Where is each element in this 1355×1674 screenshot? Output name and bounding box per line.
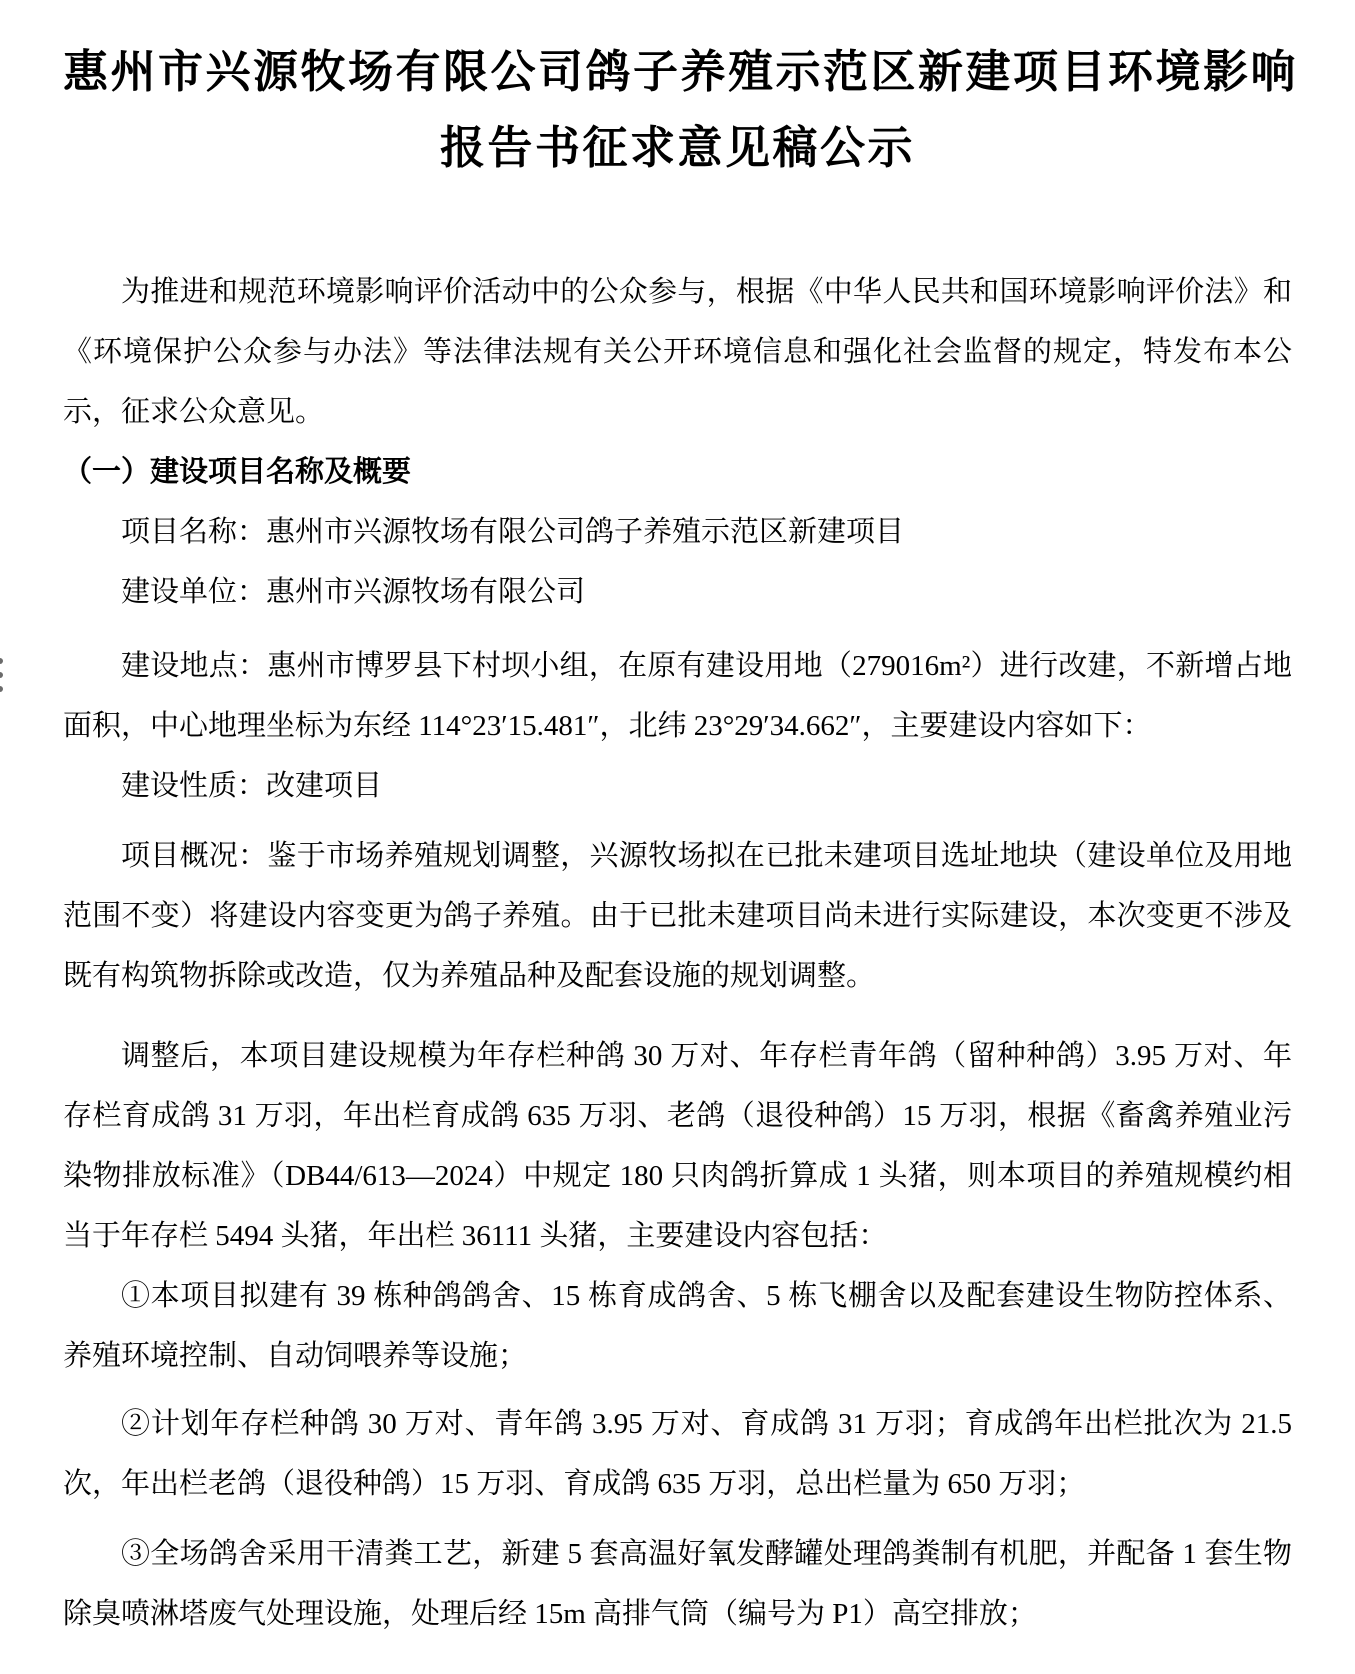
ellipsis-dot: [0, 658, 3, 664]
build-item-1-paragraph: ①本项目拟建有 39 栋种鸽鸽舍、15 栋育成鸽舍、5 栋飞棚舍以及配套建设生物防控体系、养殖环境控制、自动饲喂养等设施；: [63, 1280, 1292, 1372]
construction-nature-paragraph: 建设性质：改建项目: [121, 770, 383, 802]
document-title-line-2: 报告书征求意见稿公示: [439, 122, 915, 173]
scale-adjustment-paragraph: 调整后，本项目建设规模为年存栏种鸽 30 万对、年存栏青年鸽（留种种鸽）3.95 万对、年存栏育成鸽 31 万羽，年出栏育成鸽 635 万羽、老鸽（退役种鸽）15 万羽，根据《畜禽养殖业污染物排放标准》（DB44/613—2024）中规定 180 只肉鸽折算成 1 头猪，则本项目的养殖规模约相当于年存栏 5494 头猪，年出栏 36111 头猪，主要建设内容包括：: [63, 1040, 1292, 1252]
build-item-3-paragraph: ③全场鸽舍采用干清粪工艺，新建 5 套高温好氧发酵罐处理鸽粪制有机肥，并配备 1 套生物除臭喷淋塔废气处理设施，处理后经 15m 高排气筒（编号为 P1）高空排放；: [63, 1538, 1292, 1630]
project-overview-paragraph: 项目概况：鉴于市场养殖规划调整，兴源牧场拟在已批未建项目选址地块（建设单位及用地范围不变）将建设内容变更为鸽子养殖。由于已批未建项目尚未进行实际建设，本次变更不涉及既有构筑物拆除或改造，仅为养殖品种及配套设施的规划调整。: [63, 840, 1292, 992]
ellipsis-dot: [0, 686, 3, 692]
document-title: [63, 0, 1299, 186]
build-item-2-paragraph: ②计划年存栏种鸽 30 万对、青年鸽 3.95 万对、育成鸽 31 万羽；育成鸽年出栏批次为 21.5 次，年出栏老鸽（退役种鸽）15 万羽、育成鸽 635 万羽，总出栏量为 650 万羽；: [63, 1408, 1292, 1500]
ellipsis-dot: [0, 672, 3, 678]
section-1-heading: （一）建设项目名称及概要: [63, 456, 412, 488]
intro-paragraph: 为推进和规范环境影响评价活动中的公众参与，根据《中华人民共和国环境影响评价法》和《环境保护公众参与办法》等法律法规有关公开环境信息和强化社会监督的规定，特发布本公示，征求公众意见。: [63, 276, 1292, 428]
construction-site-paragraph: 建设地点：惠州市博罗县下村坝小组，在原有建设用地（279016m²）进行改建，不新增占地面积，中心地理坐标为东经 114°23′15.481″，北纬 23°29′34.662″，主要建设内容如下：: [63, 650, 1292, 742]
vertical-ellipsis-icon[interactable]: [0, 658, 5, 692]
document-body: [63, 262, 1292, 1644]
document-title-line-1: 惠州市兴源牧场有限公司鸽子养殖示范区新建项目环境影响: [63, 46, 1299, 97]
construction-unit-paragraph: 建设单位：惠州市兴源牧场有限公司: [121, 576, 586, 608]
project-name-paragraph: 项目名称：惠州市兴源牧场有限公司鸽子养殖示范区新建项目: [121, 516, 905, 548]
